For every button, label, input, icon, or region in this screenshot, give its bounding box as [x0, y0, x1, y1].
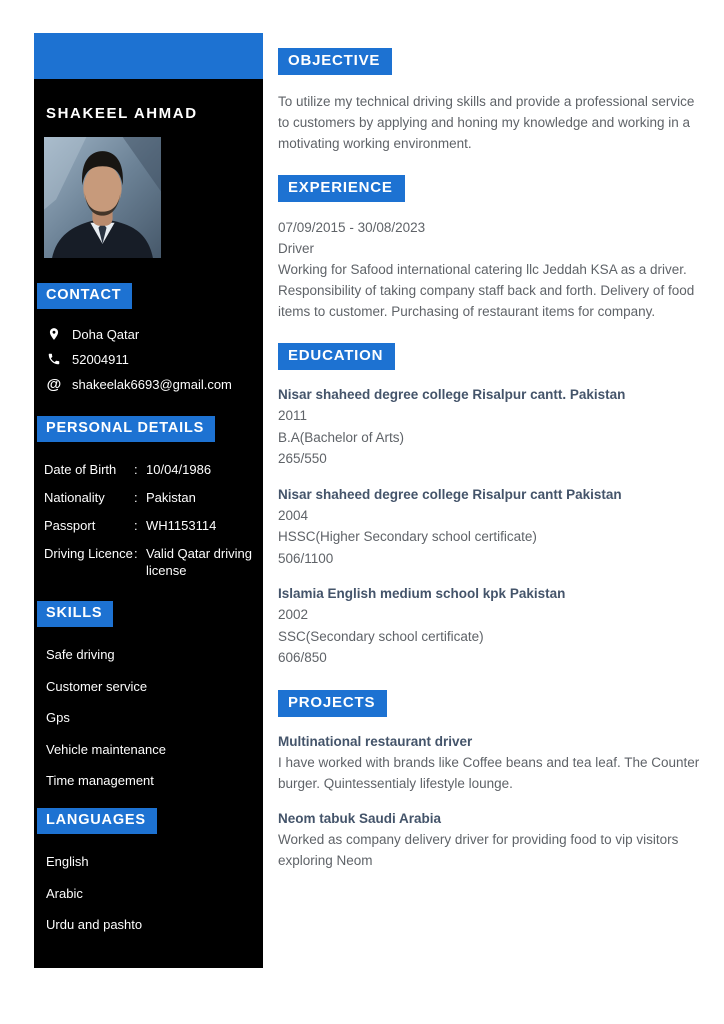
education-score: 265/550 [278, 451, 327, 466]
skills-list [46, 647, 263, 788]
sidebar [34, 33, 263, 968]
at-sign-icon: @ [46, 375, 62, 393]
education-institution: Nisar shaheed degree college Risalpur cantt Pakistan [278, 486, 622, 502]
project-title: Multinational restaurant driver [278, 733, 473, 749]
education-year: 2004 [278, 507, 309, 523]
contact-list [46, 326, 263, 392]
personal-details-section [34, 416, 263, 579]
project-entry [278, 731, 706, 794]
colon-separator: : [134, 462, 138, 477]
colon-separator: : [134, 490, 138, 505]
objective-text: To utilize my technical driving skills and provide a professional service to customers by applying and honing my knowledge and working in a motivating working environment. [278, 94, 695, 151]
personal-detail-label: Nationality [44, 490, 105, 505]
skills-heading: SKILLS [37, 601, 113, 627]
education-entry [278, 484, 706, 570]
colon-separator: : [134, 546, 138, 561]
experience-section [278, 175, 706, 322]
projects-section [278, 690, 706, 871]
candidate-name: SHAKEEL AHMAD [46, 105, 198, 122]
language-item: English [46, 854, 89, 869]
location-pin-icon [46, 326, 62, 342]
skill-item: Time management [46, 773, 154, 788]
project-title: Neom tabuk Saudi Arabia [278, 810, 442, 826]
personal-detail-value: WH1153114 [146, 518, 217, 533]
languages-section [34, 808, 263, 932]
language-item: Urdu and pashto [46, 917, 143, 932]
project-description: Worked as company delivery driver for providing food to vip visitors exploring Neom [278, 831, 679, 868]
personal-detail-label: Passport [44, 518, 96, 533]
contact-phone-text: 52004911 [72, 351, 129, 367]
skill-item: Customer service [46, 678, 148, 694]
skill-item: Safe driving [46, 647, 115, 662]
project-description: I have worked with brands like Coffee beans and tea leaf. The Counter burger. Quintessentialy lifestyle lounge. [278, 754, 700, 791]
sidebar-top-accent-bar [34, 33, 263, 79]
objective-heading: OBJECTIVE [278, 48, 392, 75]
education-institution: Islamia English medium school kpk Pakistan [278, 586, 566, 601]
language-item: Arabic [46, 885, 83, 901]
languages-heading: LANGUAGES [37, 808, 157, 834]
education-year: 2002 [278, 607, 309, 622]
personal-detail-value: 10/04/1986 [146, 462, 212, 477]
education-score: 506/1100 [278, 550, 334, 566]
profile-photo [44, 137, 161, 258]
phone-icon [46, 351, 62, 367]
education-heading: EDUCATION [278, 343, 395, 370]
skill-item: Vehicle maintenance [46, 741, 166, 757]
education-section [278, 343, 706, 669]
education-entry [278, 583, 706, 669]
contact-section [34, 283, 263, 392]
project-entry [278, 808, 706, 871]
contact-item-location [46, 326, 263, 342]
personal-detail-value: Valid Qatar driving license [146, 546, 252, 578]
experience-entry [278, 217, 706, 322]
education-year: 2011 [278, 408, 308, 423]
colon-separator: : [134, 518, 138, 533]
education-entry [278, 384, 706, 470]
skills-section [34, 601, 263, 788]
education-degree: SSC(Secondary school certificate) [278, 628, 484, 644]
personal-details-grid [44, 461, 263, 579]
projects-heading: PROJECTS [278, 690, 387, 717]
experience-heading: EXPERIENCE [278, 175, 405, 202]
contact-location-text: Doha Qatar [72, 326, 140, 342]
objective-section [278, 48, 706, 154]
contact-item-email [46, 376, 263, 392]
languages-list [46, 854, 263, 932]
personal-detail-label: Driving Licence [44, 546, 133, 561]
experience-description: Working for Safood international catering llc Jeddah KSA as a driver. Responsibility of taking company staff back and forth. Delivery of food items to customer. Purchasing of restaurant items for company. [278, 262, 695, 319]
personal-detail-label: Date of Birth [44, 462, 117, 477]
contact-heading: CONTACT [37, 283, 132, 309]
education-score: 606/850 [278, 650, 327, 665]
main-content [278, 48, 706, 871]
profile-photo-illustration [44, 137, 161, 258]
personal-details-heading: PERSONAL DETAILS [37, 416, 215, 442]
contact-item-phone [46, 351, 263, 367]
experience-role: Driver [278, 241, 314, 256]
skill-item: Gps [46, 710, 70, 725]
education-degree: HSSC(Higher Secondary school certificate) [278, 529, 537, 544]
education-degree: B.A(Bachelor of Arts) [278, 429, 405, 445]
personal-detail-value: Pakistan [146, 490, 196, 505]
experience-date-range: 07/09/2015 - 30/08/2023 [278, 220, 426, 235]
contact-email-text: shakeelak6693@gmail.com [72, 376, 232, 392]
education-institution: Nisar shaheed degree college Risalpur cantt. Pakistan [278, 387, 626, 402]
